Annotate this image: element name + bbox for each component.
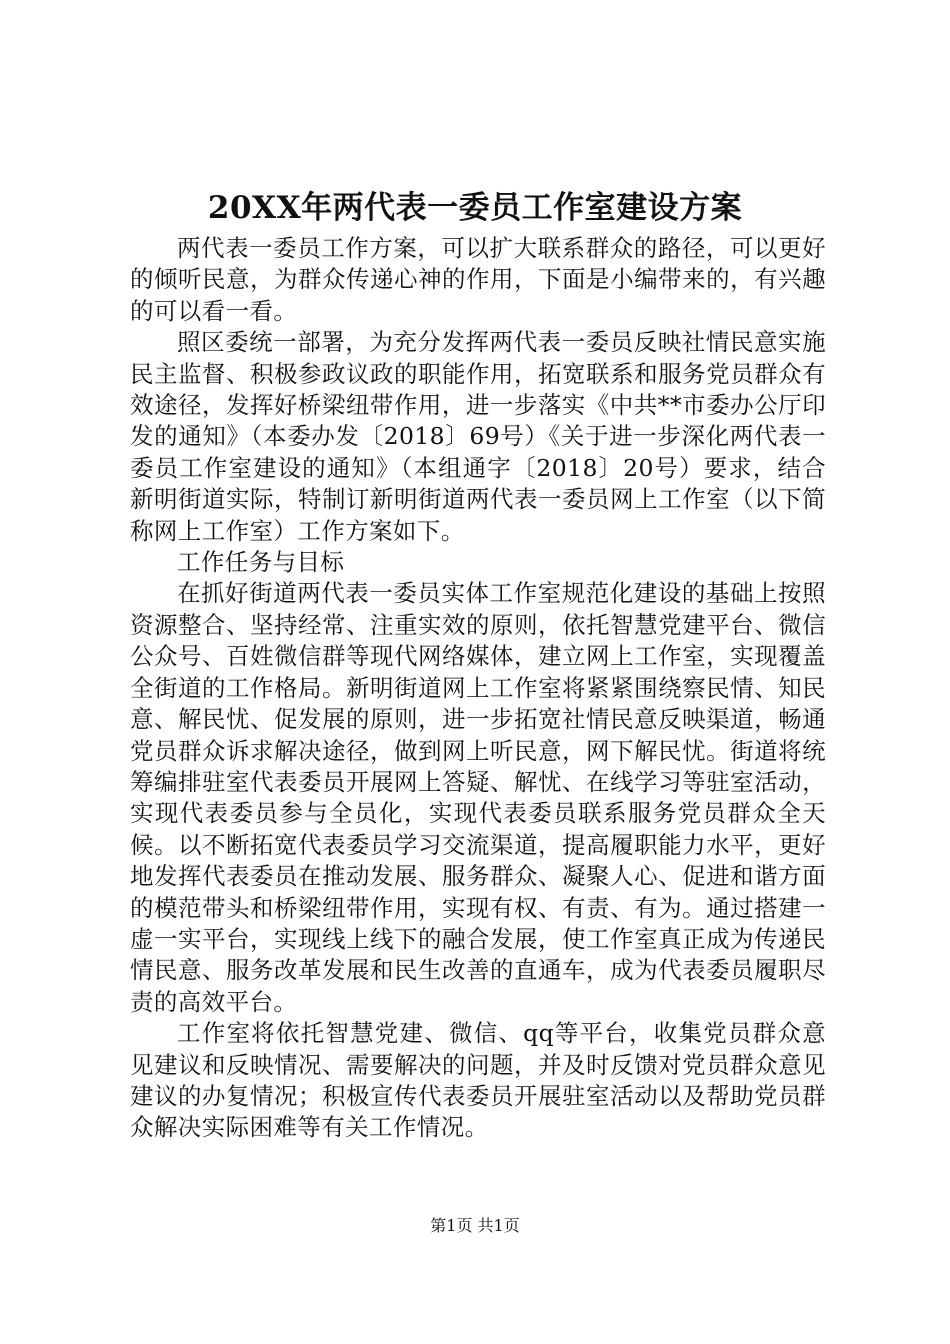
- document-title: 20XX年两代表一委员工作室建设方案: [207, 190, 743, 226]
- paragraph-background: 照区委统一部署，为充分发挥两代表一委员反映社情民意实施民主监督、积极参政议政的职能作用，拓宽联系和服务党员群众有效途径，发挥好桥梁纽带作用，进一步落实《中共**市委办公厅印发的通知》（本委办发〔2018〕69号）《关于进一步深化两代表一委员工作室建设的通知》（本组通字〔2018〕20号）要求，结合新明街道实际，特制订新明街道两代表一委员网上工作室（以下简称网上工作室）工作方案如下。: [130, 328, 826, 545]
- page-number-footer: 第1页 共1页: [430, 1216, 520, 1235]
- section-heading-tasks-goals: 工作任务与目标: [177, 548, 345, 577]
- paragraph-platform-work: 工作室将依托智慧党建、微信、qq等平台，收集党员群众意见建议和反映情况、需要解决的问题，并及时反馈对党员群众意见建议的办复情况；积极宣传代表委员开展驻室活动以及帮助党员群众解决实际困难等有关工作情况。: [130, 1019, 826, 1142]
- document-body: [130, 233, 826, 1144]
- paragraph-intro: 两代表一委员工作方案，可以扩大联系群众的路径，可以更好的倾听民意，为群众传递心神的作用，下面是小编带来的，有兴趣的可以看一看。: [130, 234, 826, 325]
- paragraph-tasks-goals: 在抓好街道两代表一委员实体工作室规范化建设的基础上按照资源整合、坚持经常、注重实效的原则，依托智慧党建平台、微信公众号、百姓微信群等现代网络媒体，建立网上工作室，实现覆盖全街道的工作格局。新明街道网上工作室将紧紧围绕察民情、知民意、解民忧、促发展的原则，进一步拓宽社情民意反映渠道，畅通党员群众诉求解决途径，做到网上听民意，网下解民忧。街道将统筹编排驻室代表委员开展网上答疑、解忧、在线学习等驻室活动，实现代表委员参与全员化，实现代表委员联系服务党员群众全天候。以不断拓宽代表委员学习交流渠道，提高履职能力水平，更好地发挥代表委员在推动发展、服务群众、凝聚人心、促进和谐方面的模范带头和桥梁纽带作用，实现有权、有责、有为。通过搭建一虚一实平台，实现线上线下的融合发展，使工作室真正成为传递民情民意、服务改革发展和民生改善的直通车，成为代表委员履职尽责的高效平台。: [130, 579, 826, 1016]
